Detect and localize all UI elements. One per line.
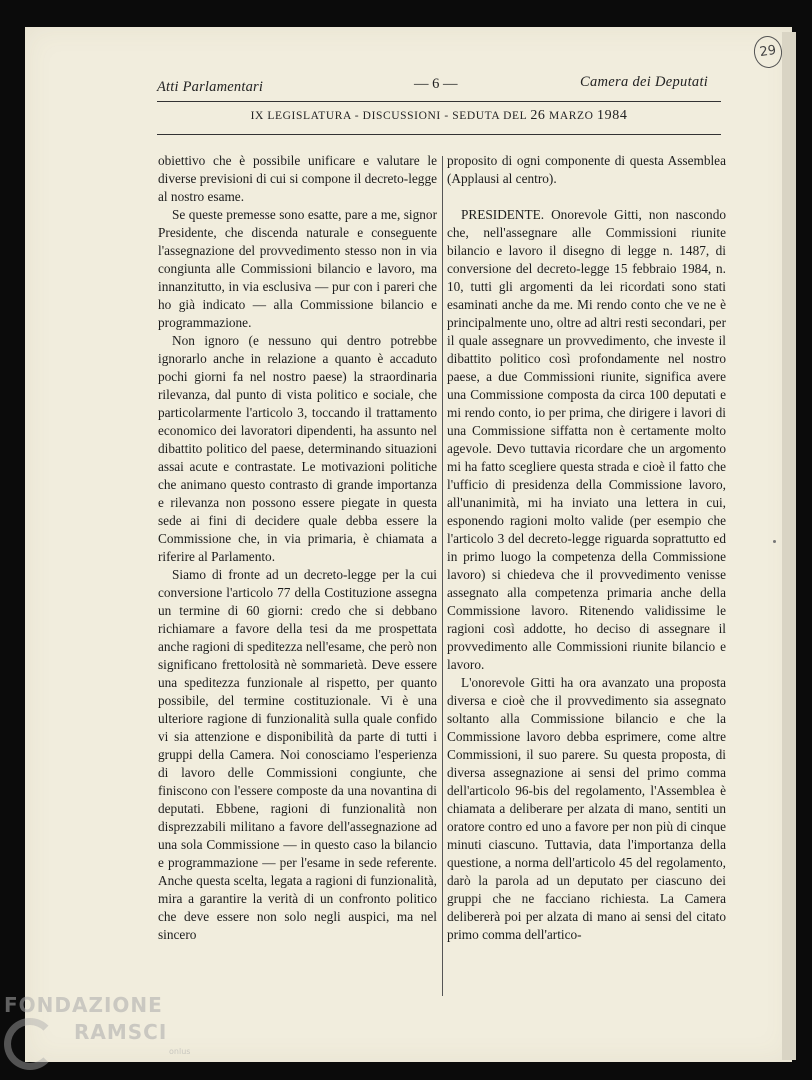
page-edge (782, 32, 796, 1060)
handwritten-page-stamp: 29 (752, 34, 784, 70)
header-rule-top (157, 101, 721, 102)
watermark-g-icon (4, 1018, 56, 1070)
left-column (158, 152, 437, 944)
watermark-onlus: onlus (169, 1047, 191, 1056)
watermark-line1: FONDAZIONE (4, 993, 163, 1017)
subhead-month: MARZO (549, 110, 594, 122)
speck (773, 540, 776, 543)
subhead-year: 1984 (597, 108, 628, 123)
subhead-prefix: IX LEGISLATURA - DISCUSSIONI - SEDUTA DEL (250, 110, 527, 122)
header-rule-bottom (157, 134, 721, 135)
right-paragraph-3: L'onorevole Gitti ha ora avanzato una proposta diversa e cioè che il provvedimento sia assegnato soltanto alla Commissione bilancio e che la Commissione lavoro debba esprimere, come altre Commissioni, il suo parere. Su questa proposta, di diversa assegnazione ai sensi del primo comma dell'articolo 96-bis del regolamento, l'Assemblea è chiamata a deliberare per alzata di mano, sentiti un oratore contro ed uno a favore per non più di cinque minuti ciascuno. Tuttavia, data l'importanza della questione, a norma dell'articolo 45 del regolamento, darò la parola ad un deputato per ciascuno dei gruppi che ne facciano richiesta. La Camera delibererà poi per alzata di mano ai sensi del citato primo comma dell'artico- (447, 675, 726, 942)
page-number: — 6 — (414, 76, 458, 92)
watermark (4, 993, 191, 1056)
subhead-date: 26 (530, 108, 546, 123)
left-paragraph-3: Non ignoro (e nessuno qui dentro potrebbe ignorarlo anche in relazione a quanto è accaduto pochi giorni fa nel nostro paese) la straordinaria rilevanza, dal punto di vista politico e sociale, che particolarmente l'articolo 3, toccando il trattamento economico dei lavoratori dipendenti, ha assunto nel dibattito politico del paese, determinando situazioni assai acute e contrastate. Le motivazioni politiche che animano questo contrasto di grande importanza e rilevanza non possono essere piegate in questa sede ai fini di decidere quale debba essere la Commissione che, in via primaria, è chiamata a riferire al Parlamento. (158, 333, 437, 564)
right-paragraph-1: proposito di ogni componente di questa Assemblea (Applausi al centro). (447, 153, 726, 186)
header-left: Atti Parlamentari (157, 79, 264, 95)
watermark-line2: RAMSCI (74, 1020, 168, 1044)
right-paragraph-2: PRESIDENTE. Onorevole Gitti, non nascondo che, nell'assegnare alle Commissioni riunite bilancio e lavoro il disegno di legge n. 1487, di conversione del decreto-legge 15 febbraio 1984, n. 10, tutti gli argomenti da lei ricordati sono stati esaminati anche da me. Mi rendo conto che ve ne è principalmente uno, oltre ad altri resti secondari, per il quale assegnare un provvedimento, che investe il dibattito politico così profondamente nel nostro paese, a due Commissioni riunite, significa avere una Commissione composta da circa 100 deputati e mi rendo conto, io per prima, che dirigere i lavori di una Commissione siffatta non è certamente molto agevole. Devo tuttavia ricordare che un argomento mi ha fatto scegliere questa strada e cioè il fatto che l'ufficio di presidenza della Commissione lavoro, all'unanimità, mi ha inviato una lettera in cui, esponendo ragioni molto valide (per esempio che l'articolo 3 del decreto-legge riguarda soprattutto ed in primo luogo la competenza della Commissione lavoro) si chiedeva che il provvedimento venisse assegnato alla competenza primaria anche della Commissione lavoro. Ritenendo validissime le ragioni così addotte, ho deciso di assegnare il provvedimento alle Commissioni riunite bilancio e lavoro. (447, 207, 726, 672)
right-column (447, 152, 726, 944)
header-right: Camera dei Deputati (580, 74, 709, 90)
column-divider (442, 156, 443, 996)
left-paragraph-4: Siamo di fronte ad un decreto-legge per la cui conversione l'articolo 77 della Costituzione assegna un termine di 60 giorni: credo che si debbano richiamare a favore della tesi da me prospettata anche ragioni di speditezza nell'esame, che però non significano frettolosità nè sommarietà. Deve essere una speditezza funzionale al rispetto, per quanto possibile, del termine costituzionale. Vi è una ulteriore ragione di funzionalità sulla quale confido vi sia attenzione e disponibilità da parte di tutti i gruppi della Camera. Noi conosciamo l'esperienza di lavoro delle Commissioni congiunte, che finiscono con l'essere composte da una novantina di deputati. Ebbene, ragioni di funzionalità non disprezzabili militano a favore dell'assegnazione ad una sola Commissione — in questo caso la bilancio e programmazione — per l'esame in sede referente. Anche questa scelta, legata a ragioni di funzionalità, mira a garantire la verità di un confronto politico che deve essere non solo negli auspici, ma nel sincero (158, 567, 437, 942)
session-subhead (157, 108, 721, 124)
left-paragraph-1: obiettivo che è possibile unificare e valutare le diverse previsioni di cui si compone il decreto-legge al nostro esame. (158, 153, 437, 204)
left-paragraph-2: Se queste premesse sono esatte, pare a me, signor Presidente, che discenda naturale e conseguente l'assegnazione del provvedimento stesso non in via congiunta alle Commissioni bilancio e lavoro, ma innanzitutto, in via esclusiva — pur con i pareri che ho già indicato — alla Commissione bilancio e programmazione. (158, 207, 437, 330)
